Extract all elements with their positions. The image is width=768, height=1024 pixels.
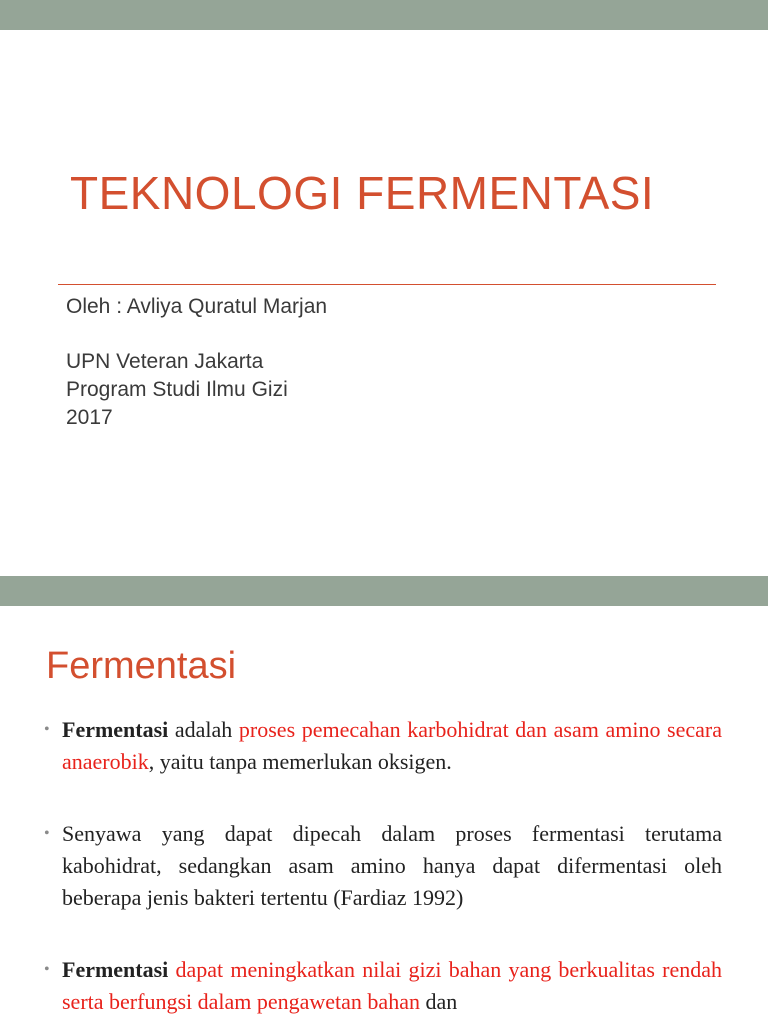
- slide-separator-band: [0, 576, 768, 606]
- institution-line: UPN Veteran Jakarta: [66, 350, 264, 373]
- bullet-term: Fermentasi: [62, 957, 169, 982]
- bullet-list: [44, 714, 722, 1018]
- bullet-item: [44, 818, 722, 914]
- bullet-dot-icon: •: [44, 721, 50, 738]
- title-slide: [0, 30, 768, 576]
- bullet-text: Senyawa yang dapat dipecah dalam proses fermentasi terutama kabohidrat, sedangkan asam amino hanya dapat difermentasi oleh beberapa jenis bakteri tertentu (Fardiaz 1992): [62, 821, 722, 910]
- bullet-term: Fermentasi: [62, 717, 169, 742]
- program-line: Program Studi Ilmu Gizi: [66, 378, 288, 401]
- bullet-dot-icon: •: [44, 825, 50, 842]
- bullet-highlight: proses pemecahan karbohidrat dan asam amino secara anaerobik: [62, 717, 723, 774]
- bullet-dot-icon: •: [44, 961, 50, 978]
- bullet-text: adalah: [168, 717, 239, 742]
- bullet-item: [44, 954, 722, 1018]
- content-slide: [0, 606, 768, 1024]
- year-line: 2017: [66, 406, 113, 429]
- author-line: Oleh : Avliya Quratul Marjan: [66, 295, 328, 318]
- top-band: [0, 0, 768, 30]
- title-divider: [58, 284, 716, 285]
- bullet-text-end: , yaitu tanpa memerlukan oksigen.: [148, 749, 452, 774]
- slide-title: TEKNOLOGI FERMENTASI: [70, 167, 655, 219]
- bullet-item: [44, 714, 722, 778]
- content-slide-title: Fermentasi: [46, 645, 237, 687]
- bullet-highlight: dapat meningkatkan nilai gizi bahan yang berkualitas rendah serta berfungsi dalam pengawetan bahan: [62, 957, 722, 1014]
- bullet-text-end: dan: [419, 989, 458, 1014]
